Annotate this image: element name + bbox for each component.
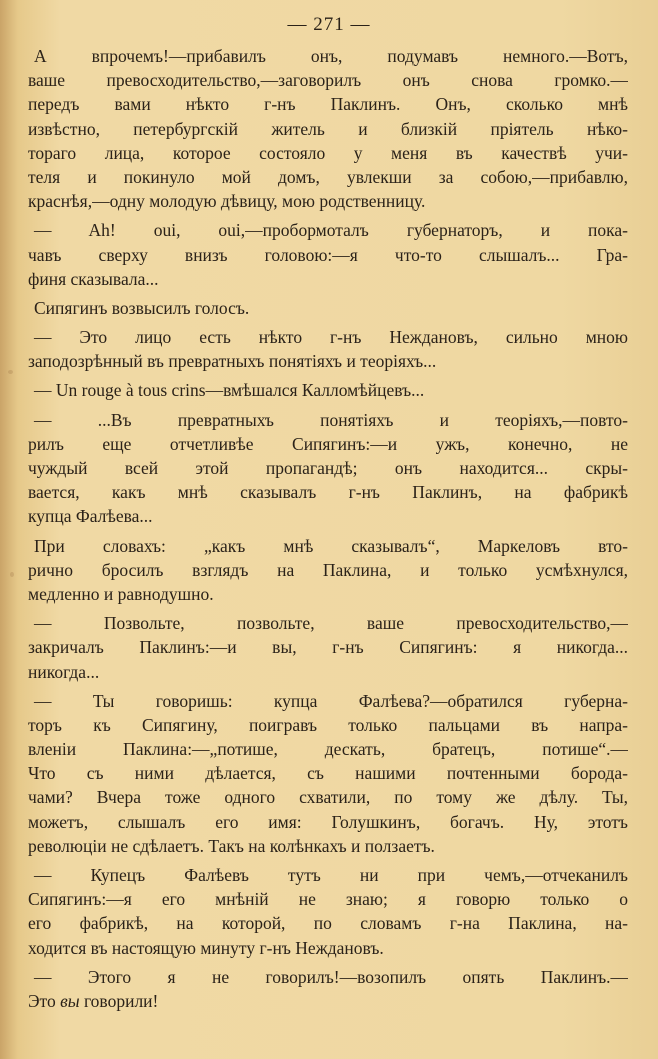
text-line: торъ къ Сипягину, поигравъ только пальцами въ напра- [28,714,628,735]
text-line: — Ah! oui, oui,—пробормоталъ губернаторъ, и пока- [34,220,628,241]
text-line: Сипягинъ:—я его мнѣній не знаю; я говорю только о [28,889,628,910]
text-line: революціи не сдѣлаетъ. Такъ на колѣнкахъ и ползаетъ. [28,835,435,856]
paragraph [28,296,628,320]
text-line: — Ты говоришь: купца Фалѣева?—обратился губерна- [34,690,628,711]
paper-stain [8,370,13,374]
paragraph [28,408,628,529]
paragraph [28,378,628,402]
text-line: тораго лица, которое состояло у меня въ качествѣ учи- [28,142,628,163]
text-run: Это [28,990,61,1011]
italic-word: вы [60,990,80,1011]
text-line: А впрочемъ!—прибавилъ онъ, подумавъ немного.—Вотъ, [34,46,628,66]
paragraph [28,863,628,960]
text-line: чами? Вчера тоже одного схватили, по тому же дѣлу. Ты, [28,787,628,808]
text-line: — Позвольте, позвольте, ваше превосходительство,— [34,613,628,634]
text-line: теля и покинуло мой домъ, увлекши за собою,—прибавлю, [28,166,628,187]
page-number: — 271 — [287,14,371,35]
text-line: При словахъ: „какъ мнѣ сказывалъ“, Маркеловъ вто- [34,535,628,556]
text-line: закричалъ Паклинъ:—и вы, г-нъ Сипягинъ: я никогда... [28,637,628,658]
page-text [28,44,628,1018]
paragraph [28,611,628,684]
text-line: вается, какъ мнѣ сказывалъ г-нъ Паклинъ, на фабрикѣ [28,482,628,503]
text-line: медленно и равнодушно. [28,583,214,604]
text-line: можетъ, слышалъ его имя: Голушкинъ, богачъ. Ну, этотъ [28,811,628,832]
text-line: рично бросилъ взглядъ на Паклина, и только усмѣхнулся, [28,559,628,580]
text-line: извѣстно, петербургскій житель и близкій пріятель нѣко- [28,118,628,139]
paragraph [28,965,628,1013]
paper-stain [10,572,14,577]
paragraph [28,325,628,373]
text-line: — ...Въ превратныхъ понятіяхъ и теоріяхъ,—повто- [34,409,628,430]
text-line: ходится въ настоящую минуту г-нъ Неждановъ. [28,937,384,958]
text-line: никогда... [28,661,100,682]
text-line: финя сказывала... [28,268,159,289]
paragraph [28,44,628,213]
text-line: краснѣя,—одну молодую дѣвицу, мою родственницу. [28,191,426,212]
text-line: заподозрѣнный въ превратныхъ понятіяхъ и теоріяхъ... [28,351,437,372]
text-line: Что съ ними дѣлается, съ нашими почтенными борода- [28,763,628,784]
text-line: купца Фалѣева... [28,506,153,527]
text-line: вленіи Паклина:—„потише, дескать, братецъ, потише“.— [28,739,628,760]
text-line: чуждый всей этой пропагандѣ; онъ находится... скры- [28,458,628,478]
text-line: рилъ еще отчетливѣе Сипягинъ:—и ужъ, конечно, не [28,433,628,454]
text-line: — Это лицо есть нѣкто г-нъ Неждановъ, сильно мною [34,327,628,348]
text-line: — Этого я не говорилъ!—возопилъ опять Паклинъ.— [34,966,628,987]
text-line: ваше превосходительство,—заговорилъ онъ снова громко.— [28,70,628,91]
paragraph [28,218,628,291]
paragraph [28,534,628,607]
text-line: передъ вами нѣкто г-нъ Паклинъ. Онъ, сколько мнѣ [28,94,628,115]
paragraph [28,689,628,858]
text-line: Сипягинъ возвысилъ голосъ. [34,297,250,318]
text-line: — Un rouge à tous crins—вмѣшался Калломѣйцевъ... [34,380,425,401]
text-line: его фабрикѣ, на которой, по словамъ г-на Паклина, на- [28,913,628,934]
text-line: чавъ сверху внизъ головою:—я что-то слышалъ... Гра- [28,244,628,265]
text-run: говорили! [79,990,159,1011]
text-line: — Купецъ Фалѣевъ тутъ ни при чемъ,—отчеканилъ [34,865,628,885]
text-line [28,989,628,1013]
